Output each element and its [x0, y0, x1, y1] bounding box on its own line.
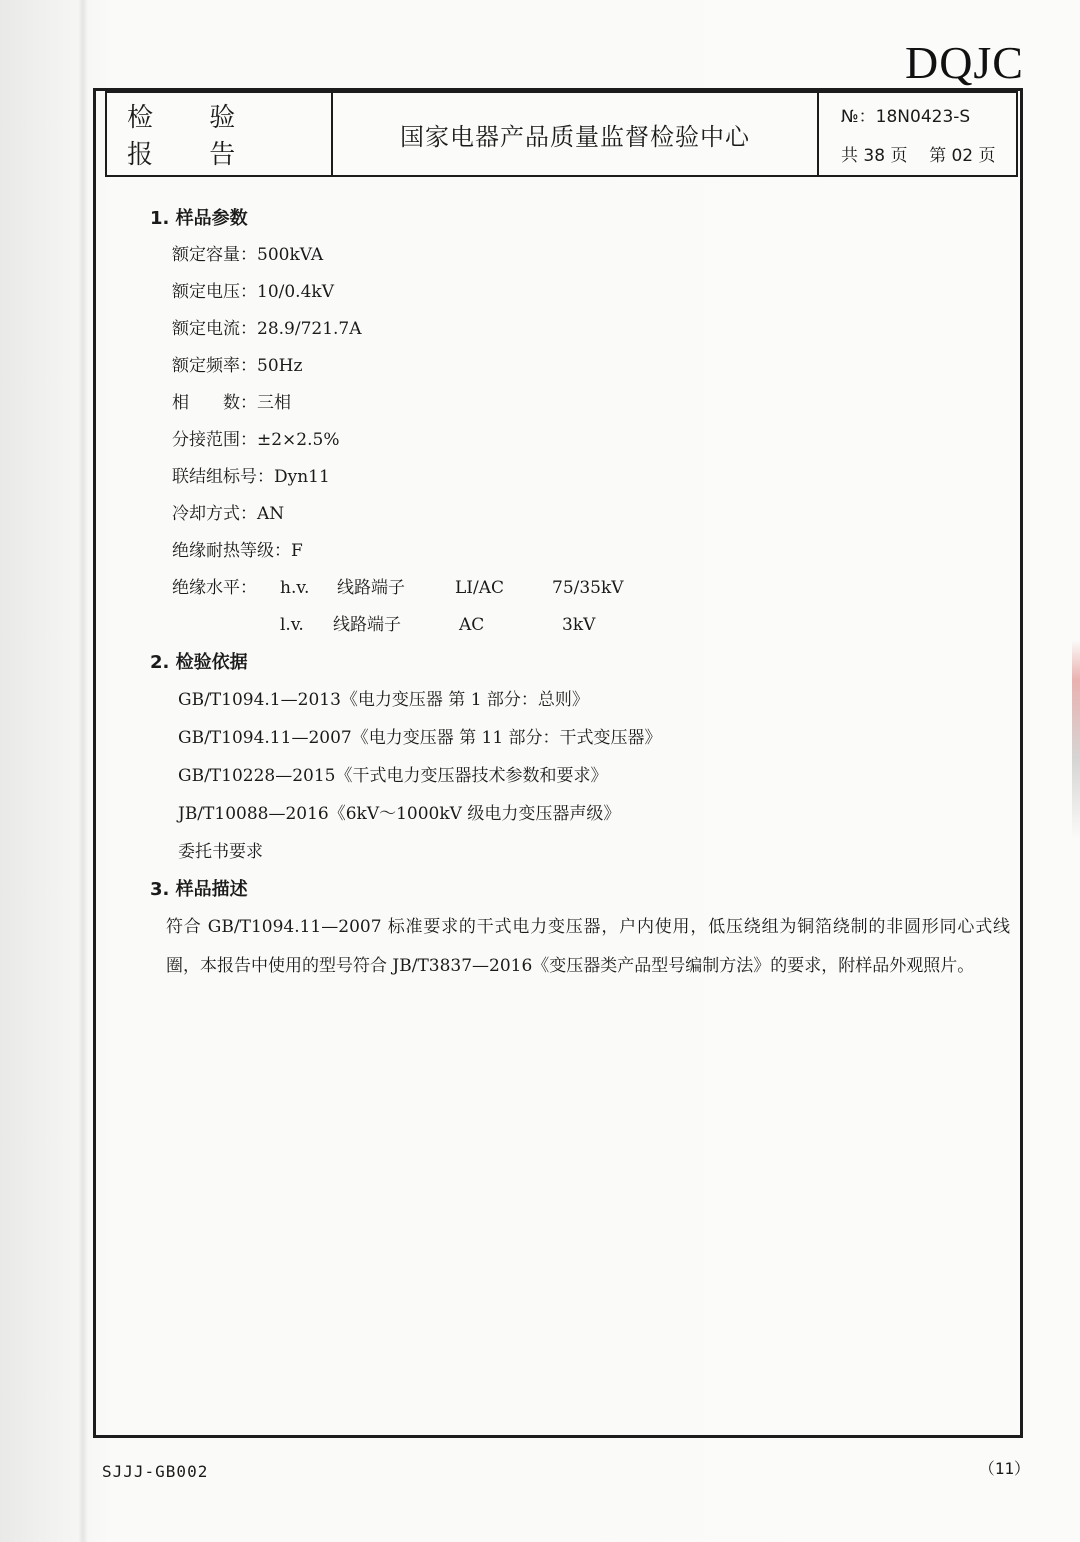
param-value: 三相 [257, 393, 291, 413]
report-number: №：18N0423-S [841, 107, 971, 127]
dqjc-logo: DQJC [904, 37, 1024, 88]
insulation-label: 绝缘水平： [172, 578, 257, 598]
hv-test-type: LI/AC [455, 578, 505, 598]
lv-terminal: 线路端子 [333, 615, 401, 635]
param-label: 冷却方式： [172, 504, 257, 524]
param-label: 绝缘耐热等级： [172, 541, 291, 561]
insulation-level-lv [150, 607, 1010, 644]
lv-test-type: AC [459, 615, 485, 635]
standard-item: GB/T1094.11—2007《电力变压器 第 11 部分：干式变压器》 [178, 728, 662, 748]
param-value: 28.9/721.7A [257, 319, 362, 339]
param-value: Dyn11 [274, 467, 330, 487]
param-label: 联结组标号： [172, 467, 274, 487]
param-value: AN [257, 504, 285, 524]
section-title-sample-description: 3. 样品描述 [150, 879, 248, 900]
page-info [841, 141, 1016, 166]
lv-test-value: 3kV [562, 615, 596, 635]
param-label: 额定电压： [172, 282, 257, 302]
report-meta [819, 93, 1016, 175]
param-label: 额定频率： [172, 356, 257, 376]
hv-side: h.v. [280, 578, 310, 598]
standard-item: GB/T10228—2015《干式电力变压器技术参数和要求》 [178, 766, 608, 786]
report-body [150, 200, 1010, 986]
param-cooling [150, 496, 1010, 533]
param-insulation-class [150, 533, 1010, 570]
param-rated-voltage [150, 274, 1010, 311]
param-value: 500kVA [257, 245, 324, 265]
param-rated-capacity [150, 237, 1010, 274]
sample-description-text: 符合 GB/T1094.11—2007 标准要求的干式电力变压器，户内使用，低压绕组为铜箔绕制的非圆形同心式线圈，本报告中使用的型号符合 JB/T3837—2016《变压器类产品型号编制方法》的要求，附样品外观照片。 [166, 917, 1010, 976]
param-vector-group [150, 459, 1010, 496]
param-value: 50Hz [257, 356, 303, 376]
param-value: ±2×2.5% [257, 430, 340, 450]
page-binding-shadow [78, 0, 88, 1542]
form-code: SJJJ-GB002 [102, 1462, 209, 1481]
insulation-level-hv [150, 570, 1010, 607]
page-edge-mark [1072, 640, 1080, 840]
param-tap-range [150, 422, 1010, 459]
param-label: 额定容量： [172, 245, 257, 265]
standard-item: JB/T10088—2016《6kV～1000kV 级电力变压器声级》 [178, 804, 621, 824]
footer-page-number: （11） [978, 1459, 1030, 1478]
param-rated-current [150, 311, 1010, 348]
param-phases [150, 385, 1010, 422]
report-title: 检 验 报 告 [107, 93, 333, 175]
total-pages: 共 38 页 [841, 146, 908, 166]
section-title-sample-params: 1. 样品参数 [150, 208, 248, 229]
organization-name: 国家电器产品质量监督检验中心 [333, 93, 819, 175]
param-value: 10/0.4kV [257, 282, 334, 302]
param-rated-frequency [150, 348, 1010, 385]
param-label: 额定电流： [172, 319, 257, 339]
hv-test-value: 75/35kV [552, 578, 624, 598]
section-title-test-basis: 2. 检验依据 [150, 652, 248, 673]
current-page: 第 02 页 [929, 146, 996, 166]
hv-terminal: 线路端子 [337, 578, 405, 598]
param-value: F [291, 541, 303, 561]
param-label: 相 数： [172, 393, 257, 413]
standard-item: GB/T1094.1—2013《电力变压器 第 1 部分：总则》 [178, 690, 589, 710]
lv-side: l.v. [280, 615, 304, 635]
standard-item: 委托书要求 [178, 842, 263, 862]
param-label: 分接范围： [172, 430, 257, 450]
report-header [105, 91, 1018, 177]
